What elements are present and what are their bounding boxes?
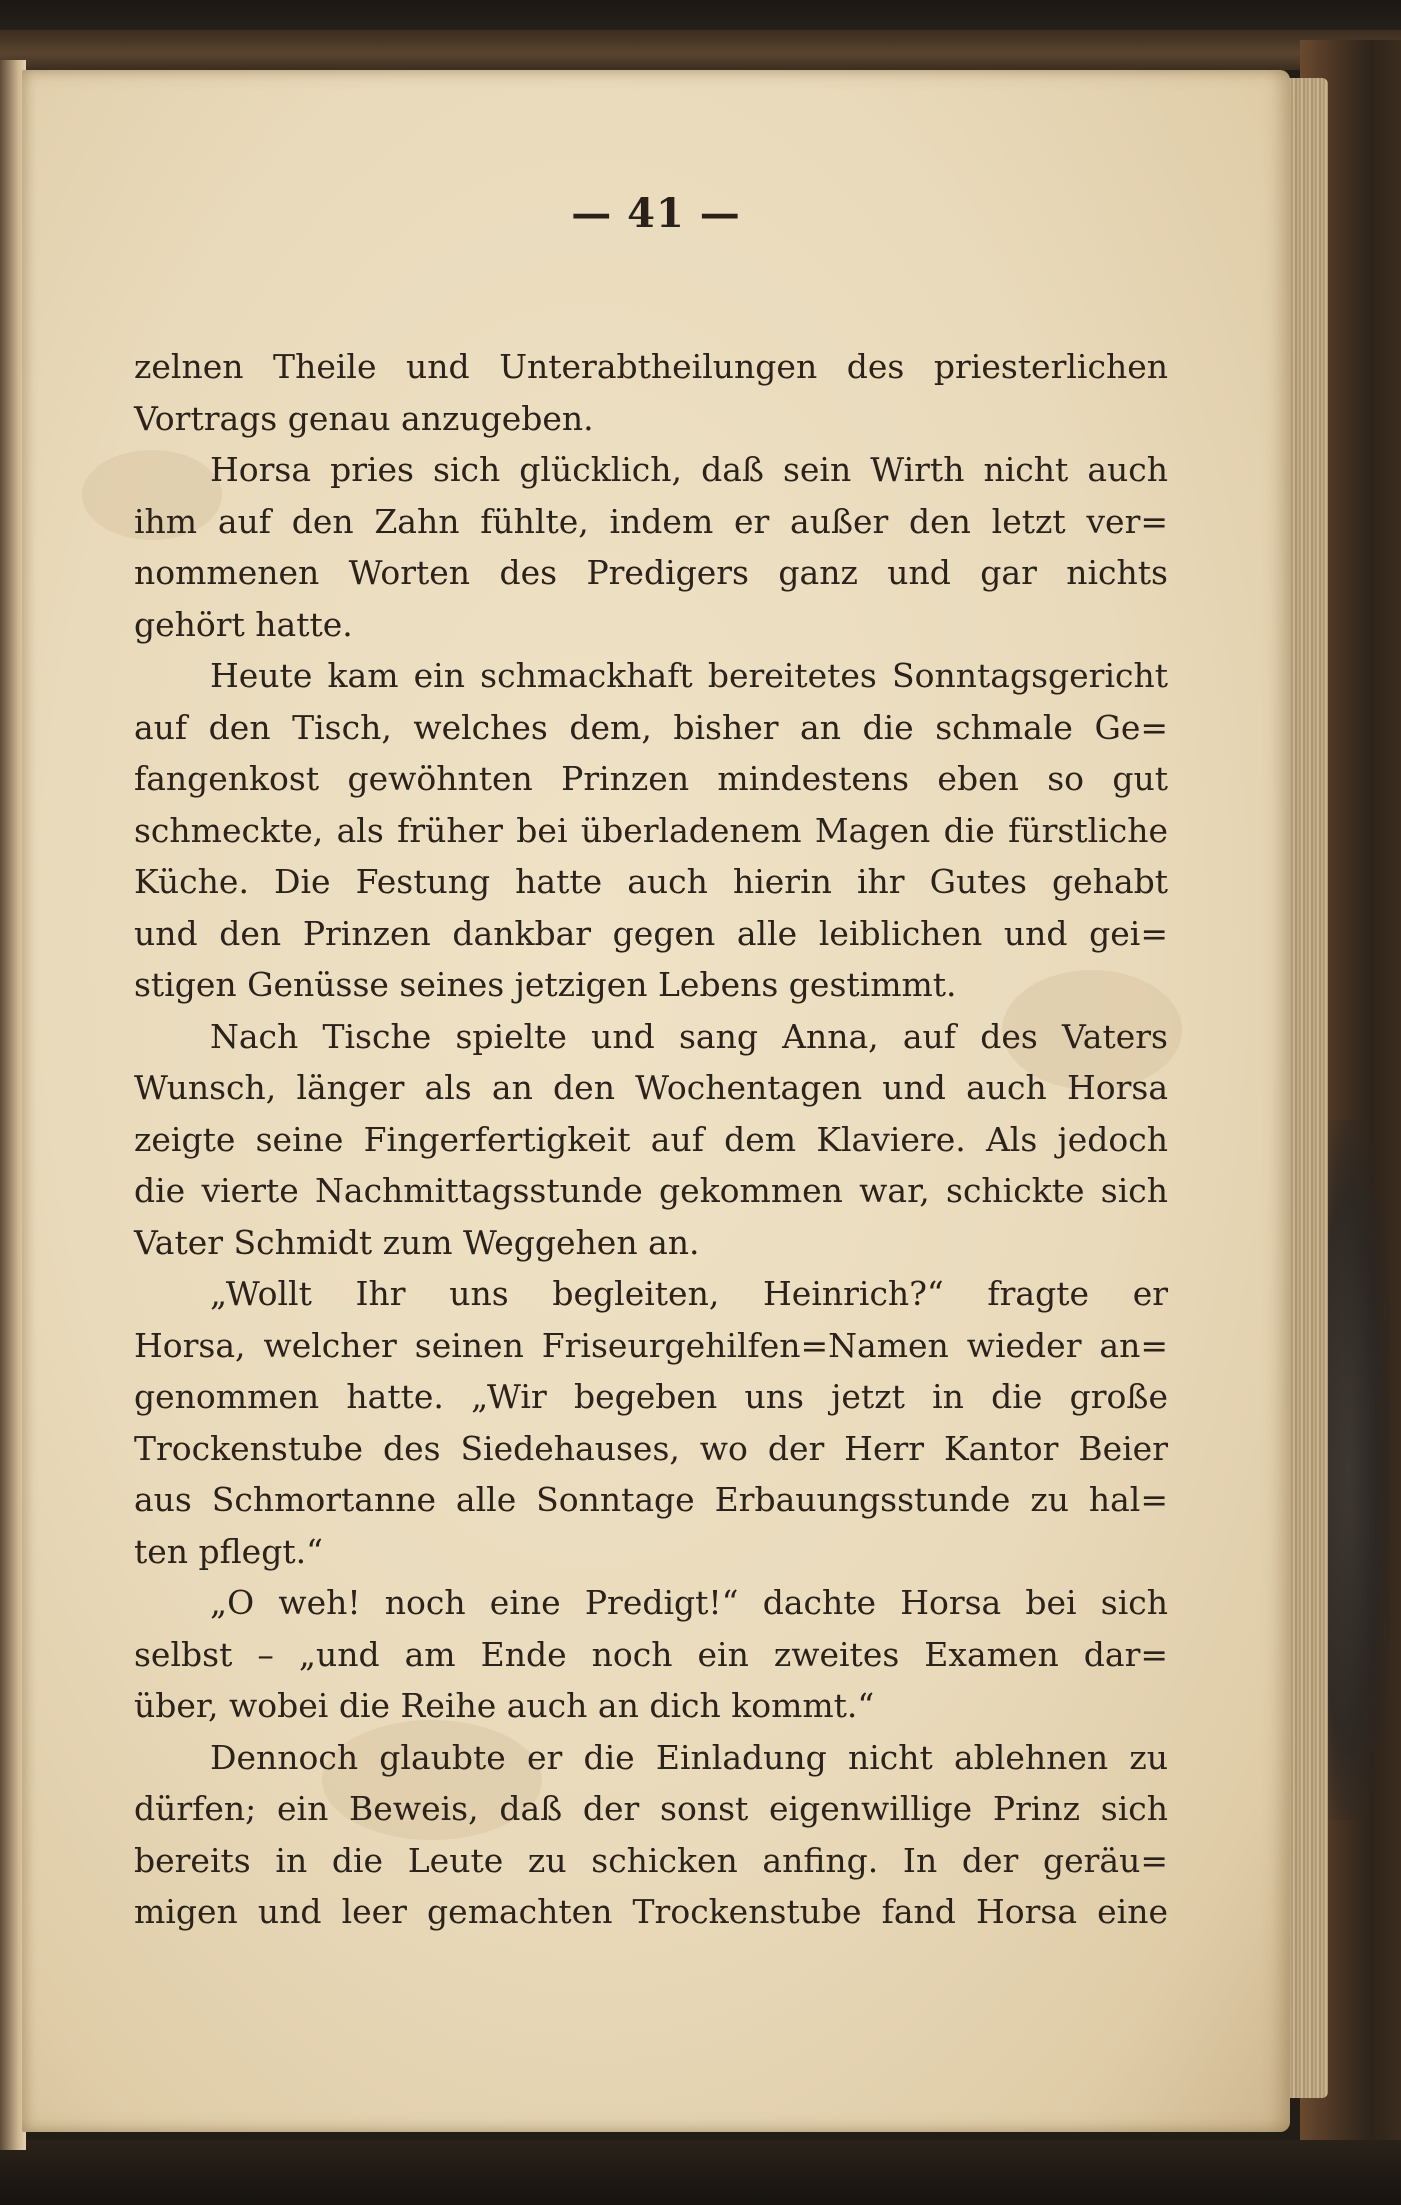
text-line: selbst – „und am Ende noch ein zweites Examen dar= xyxy=(134,1634,1168,1674)
text-line: auf den Tisch, welches dem, bisher an die schmale Ge= xyxy=(134,707,1168,747)
text-line: aus Schmortanne alle Sonntage Erbauungsstunde zu hal= xyxy=(134,1480,1168,1519)
cover-board-bottom xyxy=(0,2140,1401,2205)
text-line: dürfen; ein Beweis, daß der sonst eigenwillige Prinz sich xyxy=(134,1789,1168,1828)
text-line: und den Prinzen dankbar gegen alle leiblichen und gei= xyxy=(134,913,1168,953)
text-line: Vortrags genau anzugeben. xyxy=(134,398,594,438)
text-line: die vierte Nachmittagsstunde gekommen war, schickte sich xyxy=(134,1171,1168,1210)
text-line: Wunsch, länger als an den Wochentagen und auch Horsa xyxy=(134,1068,1168,1107)
text-line: nommenen Worten des Predigers ganz und gar nichts xyxy=(134,553,1168,592)
cover-board-top xyxy=(0,30,1401,70)
text-line: gehört hatte. xyxy=(134,604,353,644)
text-line: „Wollt Ihr uns begleiten, Heinrich?“ fragte er xyxy=(210,1274,1168,1313)
text-line: Dennoch glaubte er die Einladung nicht ablehnen zu xyxy=(210,1737,1168,1777)
text-line: Horsa pries sich glücklich, daß sein Wirth nicht auch xyxy=(210,450,1168,489)
text-line: „O weh! noch eine Predigt!“ dachte Horsa bei sich xyxy=(210,1583,1168,1622)
text-line: über, wobei die Reihe auch an dich kommt.“ xyxy=(134,1686,875,1725)
text-line: zeigte seine Fingerfertigkeit auf dem Klaviere. Als jedoch xyxy=(134,1119,1168,1159)
text-line: ten pflegt.“ xyxy=(134,1531,323,1571)
body-text xyxy=(134,341,1168,1938)
text-line: Vater Schmidt zum Weggehen an. xyxy=(134,1222,700,1262)
book-page xyxy=(22,70,1290,2132)
text-line: genommen hatte. „Wir begeben uns jetzt in die große xyxy=(134,1377,1168,1416)
cover-wear-mark xyxy=(1320,1120,1390,1820)
text-line: migen und leer gemachten Trockenstube fand Horsa eine xyxy=(134,1892,1168,1931)
text-line: Horsa, welcher seinen Friseurgehilfen=Namen wieder an= xyxy=(134,1325,1168,1365)
text-line: zelnen Theile und Unterabtheilungen des priesterlichen xyxy=(134,347,1168,386)
text-line: ihm auf den Zahn fühlte, indem er außer den letzt ver= xyxy=(134,501,1168,541)
text-line: stigen Genüsse seines jetzigen Lebens gestimmt. xyxy=(134,965,957,1004)
text-line: Trockenstube des Siedehauses, wo der Herr Kantor Beier xyxy=(134,1428,1168,1468)
text-line: Küche. Die Festung hatte auch hierin ihr Gutes gehabt xyxy=(134,862,1168,901)
page-number: — 41 — xyxy=(571,190,741,237)
text-line: Heute kam ein schmackhaft bereitetes Sonntagsgericht xyxy=(210,656,1168,695)
text-line: schmeckte, als früher bei überladenem Magen die fürstliche xyxy=(134,810,1168,850)
text-line: bereits in die Leute zu schicken anfing. In der geräu= xyxy=(134,1840,1168,1880)
text-line: Nach Tische spielte und sang Anna, auf des Vaters xyxy=(210,1016,1168,1056)
text-line: fangenkost gewöhnten Prinzen mindestens eben so gut xyxy=(134,759,1168,798)
